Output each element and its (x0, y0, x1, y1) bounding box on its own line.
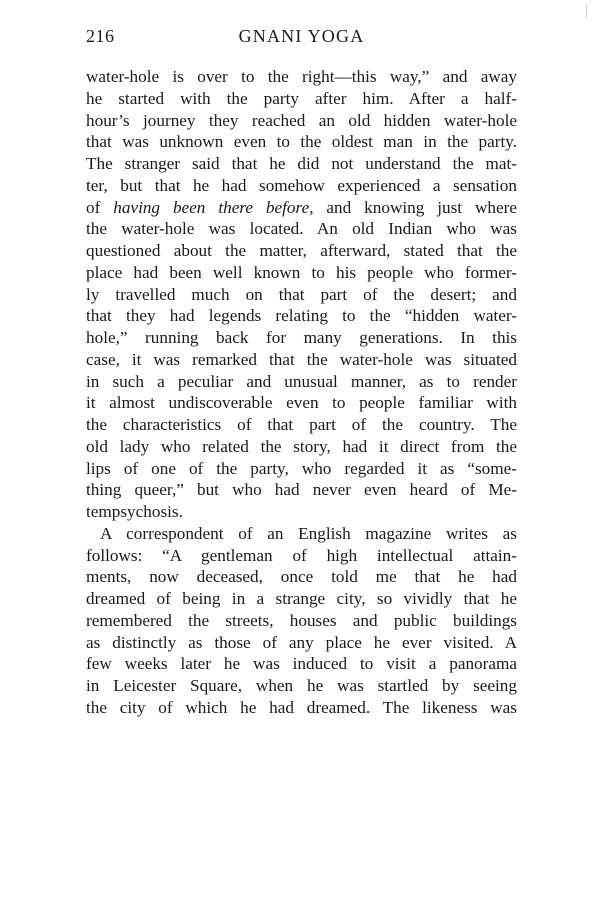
page-number: 216 (86, 26, 115, 46)
text-line: that was unknown even to the oldest man in the party. (86, 132, 517, 152)
text-line: hour’s journey they reached an old hidden water-hole (86, 110, 517, 130)
text-span: of (86, 197, 114, 217)
text-line: ly travelled much on that part of the desert; and (86, 284, 517, 304)
text-line: it almost undiscoverable even to people familiar with (86, 393, 517, 413)
running-title: GNANI YOGA (238, 26, 365, 46)
text-line: ter, but that he had somehow experienced a sensation (86, 175, 517, 195)
text-line: the water-hole was located. An old Indian who was (86, 219, 517, 239)
text-line: The stranger said that he did not understand the mat- (86, 154, 517, 173)
text-line: place had been well known to his people who former- (86, 262, 517, 282)
text-line: A correspondent of an English magazine writes as (100, 523, 517, 543)
text-line: hole,” running back for many generations. In this (86, 328, 517, 347)
text-line: the characteristics of that part of the country. The (86, 415, 517, 434)
scan-edge-mark (586, 4, 587, 18)
text-line: tempsychosis. (86, 502, 183, 521)
text-line: the city of which he had dreamed. The likeness was (86, 697, 517, 717)
italic-phrase: having been there before, (113, 197, 314, 217)
text-line: water-hole is over to the right—this way,” and away (86, 67, 517, 86)
text-line: remembered the streets, houses and public buildings (86, 610, 517, 630)
text-line: he started with the party after him. After a half- (86, 88, 517, 108)
text-line: in Leicester Square, when he was startled by seeing (86, 676, 517, 695)
text-line: questioned about the matter, afterward, stated that the (86, 241, 517, 260)
page-header (86, 26, 517, 50)
text-line: as distinctly as those of any place he ever visited. A (86, 632, 517, 652)
text-line: ments, now deceased, once told me that he had (86, 567, 517, 587)
text-line: thing queer,” but who had never even heard of Me- (86, 480, 517, 500)
text-line: old lady who related the story, had it direct from the (86, 436, 517, 456)
text-line: lips of one of the party, who regarded it as “some- (86, 458, 517, 478)
text-line (86, 197, 517, 219)
text-line: few weeks later he was induced to visit a panorama (86, 654, 517, 674)
page-body (86, 66, 517, 719)
text-line: that they had legends relating to the “hidden water- (86, 306, 517, 326)
text-line: case, it was remarked that the water-hole was situated (86, 349, 517, 369)
text-line: follows: “A gentleman of high intellectual attain- (86, 545, 517, 565)
text-span: and knowing just where (313, 197, 517, 217)
text-line: dreamed of being in a strange city, so vividly that he (86, 589, 517, 608)
text-line: in such a peculiar and unusual manner, as to render (86, 371, 517, 391)
